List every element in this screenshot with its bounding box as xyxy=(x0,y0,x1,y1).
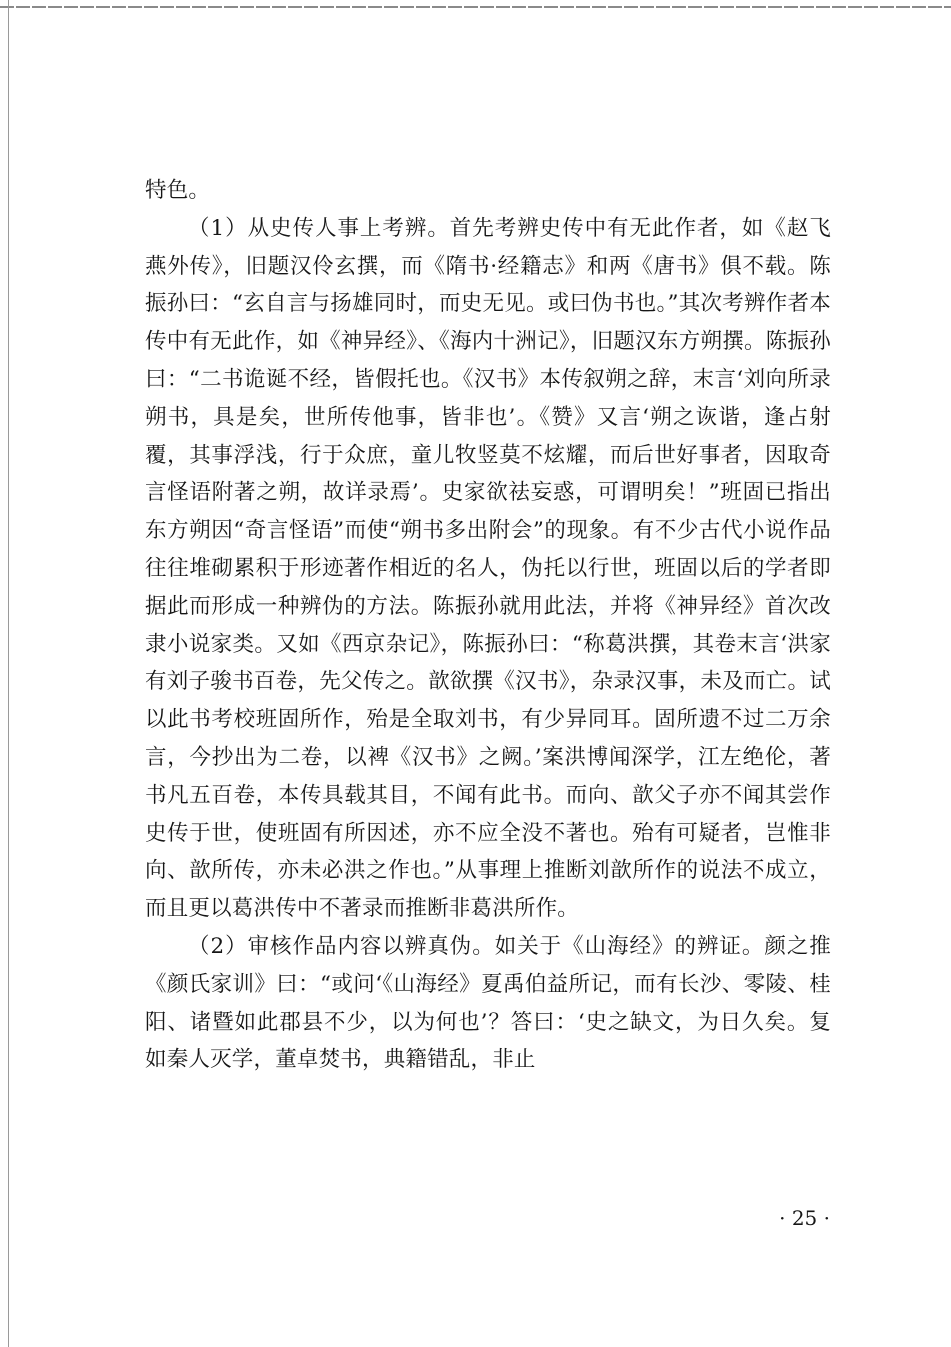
paragraph-historical-records: （1）从史传人事上考辨。首先考辨史传中有无此作者，如《赵飞燕外传》，旧题汉伶玄撰，而《隋书·经籍志》和两《唐书》俱不载。陈振孙曰：“玄自言与扬雄同时，而史无见。或曰伪书也。”其次考辨作者本传中有无此作，如《神异经》、《海内十洲记》，旧题汉东方朔撰。陈振孙曰：“二书诡诞不经，皆假托也。《汉书》本传叙朔之辞，末言‘刘向所录朔书，具是矣，世所传他事，皆非也’。《赞》又言‘朔之诙谐，逢占射覆，其事浮浅，行于众庶，童儿牧竖莫不炫耀，而后世好事者，因取奇言怪语附著之朔，故详录焉’。史家欲祛妄惑，可谓明矣！”班固已指出东方朔因“奇言怪语”而使“朔书多出附会”的现象。有不少古代小说作品往往堆砌累积于形迹著作相近的名人，伪托以行世，班固以后的学者即据此而形成一种辨伪的方法。陈振孙就用此法，并将《神异经》首次改隶小说家类。又如《西京杂记》，陈振孙曰：“称葛洪撰，其卷末言‘洪家有刘子骏书百卷，先父传之。歆欲撰《汉书》，杂录汉事，未及而亡。试以此书考校班固所作，殆是全取刘书，有少异同耳。固所遗不过二万余言，今抄出为二卷，以裨《汉书》之阙。’案洪博闻深学，江左绝伦，著书凡五百卷，本传具载其目，不闻有此书。而向、歆父子亦不闻其尝作史传于世，使班固有所因述，亦不应全没不著也。殆有可疑者，岂惟非向、歆所传，亦未必洪之作也。”从事理上推断刘歆所作的说法不成立，而且更以葛洪传中不著录而推断非葛洪所作。 xyxy=(145,215,831,922)
paragraph-content-review: （2）审核作品内容以辨真伪。如关于《山海经》的辨证。颜之推《颜氏家训》曰：“或问‘《山海经》夏禹伯益所记，而有长沙、零陵、桂阳、诸暨如此郡县不少，以为何也’？答曰：‘史之缺文，为日久矣。复如秦人灭学，董卓焚书，典籍错乱，非止 xyxy=(145,933,831,1073)
page-body xyxy=(145,172,831,1079)
top-scan-rule xyxy=(0,6,951,8)
paragraph-continuation: 特色。 xyxy=(145,178,211,203)
left-page-edge xyxy=(8,0,9,1347)
page-number: · 25 · xyxy=(779,1206,830,1230)
